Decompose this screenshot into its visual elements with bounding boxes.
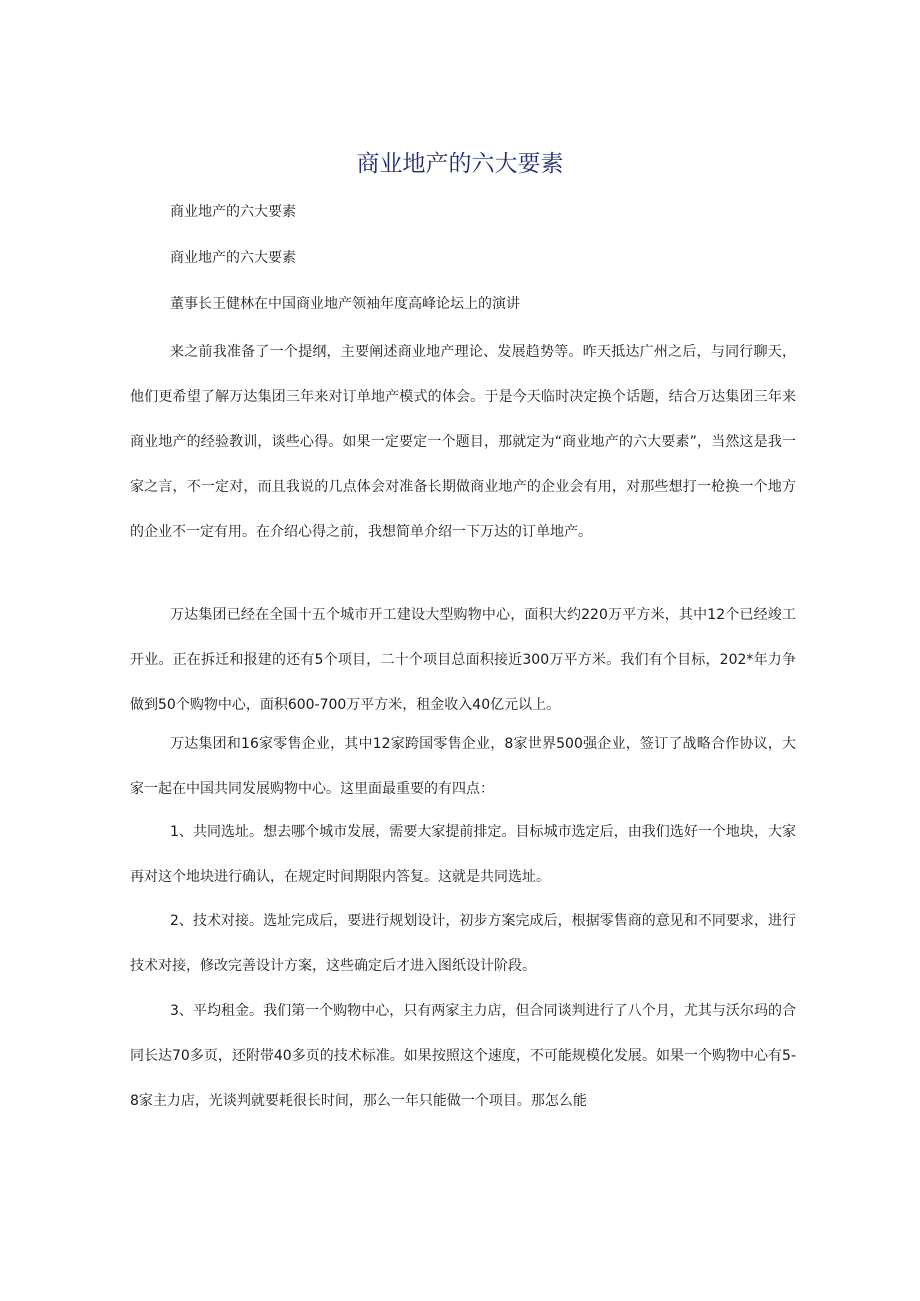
paragraph-partners: 万达集团和16家零售企业，其中12家跨国零售企业，8家世界500强企业，签订了战略合作协议，大家一起在中国共同发展购物中心。这里面最重要的有四点： [130, 736, 796, 797]
paragraph-point-1: 1、共同选址。想去哪个城市发展，需要大家提前排定。目标城市选定后，由我们选好一个地块，大家再对这个地块进行确认，在规定时间期限内答复。这就是共同选址。 [130, 824, 796, 885]
speech-heading: 董事长王健林在中国商业地产领袖年度高峰论坛上的演讲 [170, 296, 520, 312]
paragraph-point-2: 2、技术对接。选址完成后，要进行规划设计，初步方案完成后，根据零售商的意见和不同要求，进行技术对接，修改完善设计方案，这些确定后才进入图纸设计阶段。 [130, 913, 796, 974]
paragraph-wanda-scale: 万达集团已经在全国十五个城市开工建设大型购物中心，面积大约220万平方米，其中12个已经竣工开业。正在拆迁和报建的还有5个项目，二十个项目总面积接近300万平方米。我们有个目标，202*年力争做到50个购物中心，面积600-700万平方米，租金收入40亿元以上。 [130, 607, 796, 713]
paragraph-point-3: 3、平均租金。我们第一个购物中心，只有两家主力店，但合同谈判进行了八个月，尤其与沃尔玛的合同长达70多页，还附带40多页的技术标准。如果按照这个速度，不可能规模化发展。如果一个购物中心有5-8家主力店，光谈判就要耗很长时间，那么一年只能做一个项目。那怎么能 [130, 1003, 796, 1109]
paragraph-intro: 来之前我准备了一个提纲，主要阐述商业地产理论、发展趋势等。昨天抵达广州之后，与同行聊天，他们更希望了解万达集团三年来对订单地产模式的体会。于是今天临时决定换个话题，结合万达集团三年来商业地产的经验教训，谈些心得。如果一定要定一个题目，那就定为“商业地产的六大要素”，当然这是我一家之言，不一定对，而且我说的几点体会对准备长期做商业地产的企业会有用，对那些想打一枪换一个地方的企业不一定有用。在介绍心得之前，我想简单介绍一下万达的订单地产。 [130, 344, 796, 540]
subtitle-line-1: 商业地产的六大要素 [170, 204, 296, 220]
subtitle-line-2: 商业地产的六大要素 [170, 250, 296, 266]
document-title: 商业地产的六大要素 [356, 151, 564, 177]
